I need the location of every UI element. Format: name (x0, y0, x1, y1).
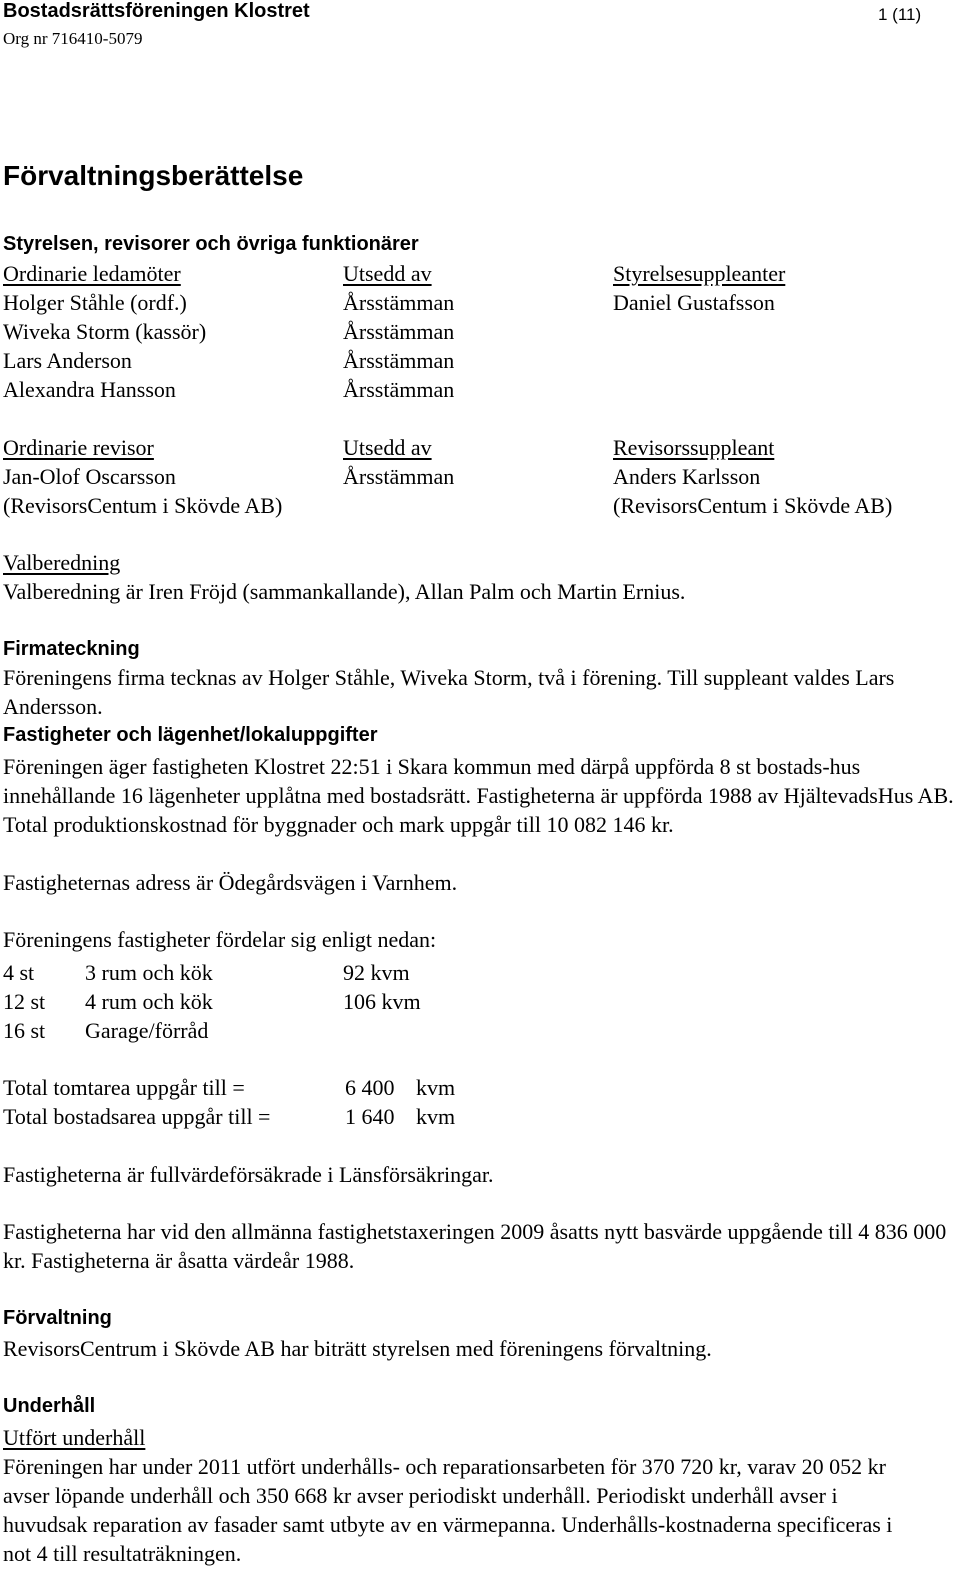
maintenance-heading: Underhåll (3, 1395, 96, 1417)
auditor-appointed: Årsstämman (343, 464, 455, 489)
total-value: 1 640 (345, 1104, 395, 1129)
taxation-text: Fastigheterna har vid den allmänna fastighetstaxeringen 2009 åsatts nytt basvärde uppgående till 4 836 000 kr. Fastigheterna är åsatta värdeår 1988. (3, 1219, 947, 1273)
board-member-name: Wiveka Storm (kassör) (3, 319, 207, 344)
management-heading: Förvaltning (3, 1307, 112, 1329)
total-unit: kvm (416, 1104, 456, 1129)
unit-count: 4 st (3, 960, 35, 985)
board-member-appointed: Årsstämman (343, 377, 455, 402)
signatory-heading: Firmateckning (3, 638, 140, 660)
unit-area: 92 kvm (343, 960, 410, 985)
property-address: Fastigheternas adress är Ödegårdsvägen i Varnhem. (3, 870, 458, 895)
page-number: 1 (11) (878, 5, 922, 24)
unit-type: Garage/förråd (85, 1018, 209, 1043)
board-col-substitutes-header: Styrelsesuppleanter (613, 261, 786, 286)
board-heading: Styrelsen, revisorer och övriga funktionärer (3, 233, 419, 255)
unit-area: 106 kvm (343, 989, 421, 1014)
unit-type: 4 rum och kök (85, 989, 213, 1014)
management-text: RevisorsCentrum i Skövde AB har biträtt styrelsen med föreningens förvaltning. (3, 1336, 712, 1361)
auditor-substitute-name: Anders Karlsson (613, 464, 761, 489)
auditor-appointed-header: Utsedd av (343, 435, 432, 460)
auditor-substitute-header: Revisorssuppleant (613, 435, 775, 460)
insurance-text: Fastigheterna är fullvärdeförsäkrade i Länsförsäkringar. (3, 1162, 494, 1187)
maintenance-text: Föreningen har under 2011 utfört underhålls- och reparationsarbeten för 370 720 kr, varav 20 052 kr avser löpande underhåll och 350 668 kr avser periodiskt underhåll. Periodiskt underhåll avser i huvudsak reparation av fasader samt utbyte av en värmepanna. Underhålls-kostnaderna specificeras i not 4 till resultaträkningen. (3, 1454, 893, 1566)
board-member-appointed: Årsstämman (343, 319, 455, 344)
property-heading: Fastigheter och lägenhet/lokaluppgifter (3, 724, 378, 746)
organization-name: Bostadsrättsföreningen Klostret (3, 0, 310, 22)
board-member-name: Holger Ståhle (ordf.) (3, 290, 187, 315)
auditor-name: Jan-Olof Oscarsson (3, 464, 176, 489)
board-member-name: Lars Anderson (3, 348, 132, 373)
board-col-appointed-header: Utsedd av (343, 261, 432, 286)
board-member-name: Alexandra Hansson (3, 377, 176, 402)
auditor-substitute-firm: (RevisorsCentum i Skövde AB) (613, 493, 893, 518)
maintenance-subheading: Utfört underhåll (3, 1425, 146, 1450)
nomination-heading: Valberedning (3, 550, 121, 575)
page-title: Förvaltningsberättelse (3, 160, 304, 191)
total-unit: kvm (416, 1075, 456, 1100)
nomination-text: Valberedning är Iren Fröjd (sammankallande), Allan Palm och Martin Ernius. (3, 579, 686, 604)
signatory-text: Föreningens firma tecknas av Holger Ståhle, Wiveka Storm, två i förening. Till suppleant valdes Lars Andersson. (3, 665, 895, 719)
board-col-members-header: Ordinarie ledamöter (3, 261, 181, 286)
unit-type: 3 rum och kök (85, 960, 213, 985)
board-member-appointed: Årsstämman (343, 348, 455, 373)
board-member-appointed: Årsstämman (343, 290, 455, 315)
total-label: Total bostadsarea uppgår till = (3, 1104, 271, 1129)
distribution-intro: Föreningens fastigheter fördelar sig enligt nedan: (3, 927, 437, 952)
organization-number: Org nr 716410-5079 (3, 29, 143, 48)
board-substitute-name: Daniel Gustafsson (613, 290, 775, 315)
auditor-firm: (RevisorsCentum i Skövde AB) (3, 493, 283, 518)
unit-count: 16 st (3, 1018, 46, 1043)
auditor-col-header: Ordinarie revisor (3, 435, 154, 460)
total-value: 6 400 (345, 1075, 395, 1100)
property-text: Föreningen äger fastigheten Klostret 22:51 i Skara kommun med därpå uppförda 8 st bostads-hus innehållande 16 lägenheter upplåtna med bostadsrätt. Fastigheterna är uppförda 1988 av HjältevadsHus AB. Total produktionskostnad för byggnader och mark uppgår till 10 082 146 kr. (3, 754, 954, 837)
total-label: Total tomtarea uppgår till = (3, 1075, 245, 1100)
unit-count: 12 st (3, 989, 46, 1014)
